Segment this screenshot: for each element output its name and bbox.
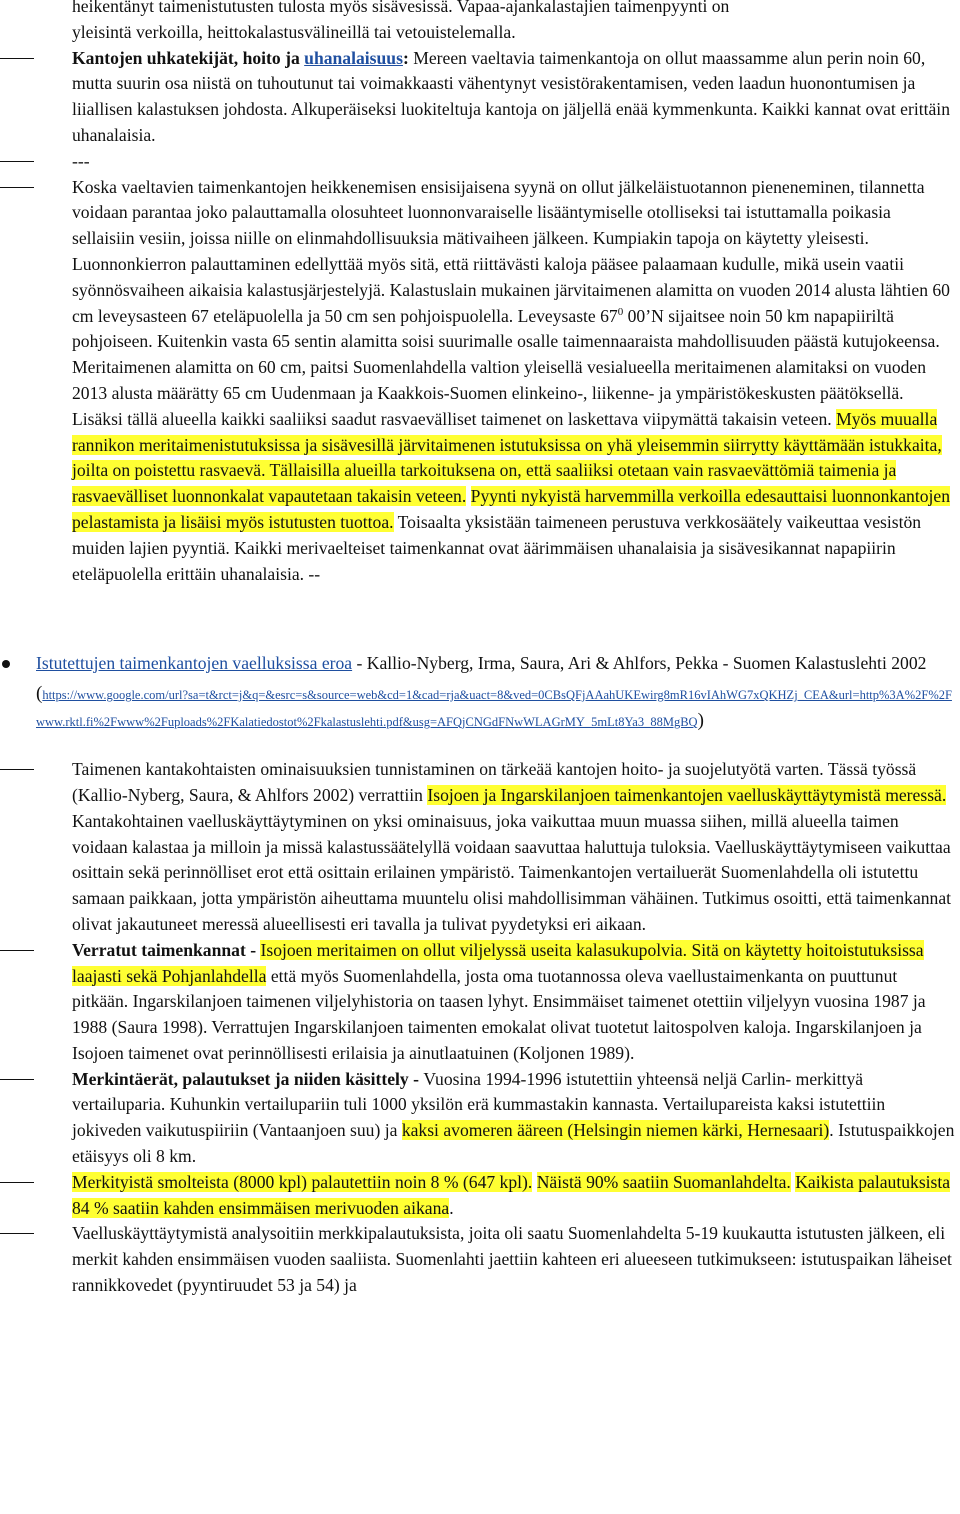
dash-bullet-icon [0, 769, 34, 770]
item-lead: Kantojen uhkatekijät, hoito ja [72, 47, 305, 68]
highlight-text: Isojoen ja Ingarskilanjoen taimenkantojen vaelluskäyttäytymistä meressä. [427, 784, 947, 805]
item-lead: Merkintäerät, palautukset ja niiden käsittely - [72, 1068, 424, 1089]
highlight-text: Merkityistä smolteista (8000 kpl) palautettiin noin 8 % (647 kpl). [72, 1171, 533, 1192]
list-item-verratut: Verratut taimenkannat - Isojoen meritaimen on ollut viljelyssä useita kalasukupolvia. Sitä on käytetty hoitoistutuksissa laajasti sekä Pohjanlahdella että myös Suomenlahdella, josta oma tuotannossa oleva vaellustaimenkanta on puuttunut pitkään. Ingarskilanjoen taimenen viljelyhistoria on taasen lyhyt. Ensimmäiset taimenet otettiin viljelyyn vuosina 1987 ja 1988 (Saura 1998). Verrattujen Ingarskilanjoen taimenten emokalat olivat tuotetut laitospolven kaloja. Ingarskilanjoen ja Isojoen taimenet ovat perinnöllisesti erilaisia ja ainutlaatuinen (Koljonen 1989). [0, 938, 960, 1067]
list-item-koska [0, 175, 960, 588]
item-colon: : [402, 47, 409, 68]
dash-bullet-icon [0, 1079, 34, 1080]
list-item-palautukset: Merkityistä smolteista (8000 kpl) palautettiin noin 8 % (647 kpl). Näistä 90% saatiin Suomanlahdelta. Kaikista palautuksista 84 % saatiin kahden ensimmäisen merivuoden aikana. [0, 1170, 960, 1222]
list-item-merkintaerat: Merkintäerät, palautukset ja niiden käsittely - Vuosina 1994-1996 istutettiin yhteensä neljä Carlin- merkittyä vertailuparia. Kuhunkin vertailupariin tuli 1000 yksilön erä kummastakin kannasta. Vertailupareista kaksi istutettiin jokiveden vaikutuspiiriin (Vantaanjoen suu) ja kaksi avomeren ääreen (Helsingin niemen kärki, Hernesaari). Istutuspaikkojen etäisyys oli 8 km. [0, 1067, 960, 1170]
list-item-tunnistaminen: Taimenen kantakohtaisten ominaisuuksien tunnistaminen on tärkeää kantojen hoito- ja suojelutyötä varten. Tässä työssä (Kallio-Nyberg, Saura, & Ahlfors 2002) verrattiin Isojoen ja Ingarskilanjoen taimenkantojen vaelluskäyttäytymistä meressä. Kantakohtainen vaelluskäyttäytyminen on yksi ominaisuus, joka vaikuttaa muun muassa siihen, millä alueella taimen voidaan kalastaa ja milloin ja missä kalastussäätelyllä voidaan saavuttaa haluttuja tuloksia. Vaelluskäyttäytymiseen vaikuttaa osittain sekä perinnölliset erot että osittain erilainen ympäristö. Taimenkantojen vertailuerät Suomenlahdella oli istutettu samaan paikkaan, jotta ympäristön aiheuttama muuntelu olisi mahdollisimman vähäinen. Tutkimus osoitti, että taimenkannat olivat jakautuneet meressä alueellisesti eri tavalla ja tulivat pyydetyksi eri aikaan. [0, 757, 960, 938]
list-item-separator [0, 149, 960, 175]
reference-entry [0, 651, 960, 735]
reference-authors: - Kallio-Nyberg, Irma, Saura, Ari & Ahlfors, Pekka - Suomen Kalastuslehti 2002 [352, 653, 927, 674]
dash-bullet-icon [0, 1233, 34, 1234]
article-link[interactable]: Istutettujen taimenkantojen vaelluksissa eroa [36, 653, 353, 674]
text-line: yleisintä verkoilla, heittokalastusvälineillä tai vetouistelemalla. [72, 21, 516, 42]
dash-bullet-icon [0, 950, 34, 951]
continued-paragraph [0, 0, 960, 46]
text-line: heikentänyt taimenistutusten tulosta myös sisävesissä. Vapaa-ajankalastajien taimenpyynti on [72, 0, 730, 16]
highlight-text: Pyynti nykyistä harvemmilla verkoilla edesauttaisi luonnonkantojen pelastamista ja lisäisi myös istutusten tuottoa. [72, 486, 950, 532]
reference-url-link[interactable]: https://www.google.com/url?sa=t&rct=j&q=&esrc=s&source=web&cd=1&cad=rja&uact=8&ved=0CBsQFjAAahUKEwirg8mR16vIAhWG7xQKHZj_CEA&url=http%3A%2F%2Fwww.rktl.fi%2Fwww%2Fuploads%2FKalatiedostot%2Fkalastuslehti.pdf&usg=AFQjCNGdFNwWLAGrMY_5mLt8Ya3_88MgBQ [36, 688, 952, 730]
highlight-text: Myös muualla rannikon meritaimenistutuksissa ja sisävesillä järvitaimenen istutuksissa on yhä yleisemmin siirrytty käyttämään istukkaita, joilta on poistettu rasvaevä. Tällaisilla alueilla tarkoituksena on, että saaliiksi otetaan vain rasvaevättömiä taimenia ja rasvaevälliset luonnonkalat vapautetaan takaisin veteen. [72, 408, 942, 507]
koska-text-2: 00’N sijaitsee noin 50 km napapiiriltä pohjoiseen. Kuitenkin vasta 65 sentin alamitta soisi suurimalle osalle taimennaaraista mahdollisuuden päästä kutujokeensa. Meritaimenen alamitta on 60 cm, paitsi Suomenlahdella valtion yleisellä vesialueella meritaimenen alamitaksi on vuoden 2013 alusta määrätty 65 cm Uudenmaan ja Kaakkois-Suomen elinkeino-, liikenne- ja ympäristökeskusten päätöksellä. Lisäksi tällä alueella kaikki saaliiksi saadut rasvaevälliset taimenet on laskettava viipymättä takaisin veteen. [72, 305, 940, 429]
highlight-text: Kaikista palautuksista 84 % saatiin kahden ensimmäisen merivuoden aikana [72, 1171, 951, 1218]
item-lead: Verratut taimenkannat - [72, 939, 261, 960]
dash-bullet-icon [0, 58, 34, 59]
highlight-text: Näistä 90% saatiin Suomanlahdelta. [536, 1171, 791, 1192]
reference-url-block: (https://www.google.com/url?sa=t&rct=j&q=&esrc=s&source=web&cd=1&cad=rja&uact=8&ved=0CBsQFjAAahUKEwirg8mR16vIAhWG7xQKHZj_CEA&url=http%3A%2F%2Fwww.rktl.fi%2Fwww%2Fuploads%2FKalatiedostot%2Fkalastuslehti.pdf&usg=AFQjCNGdFNwWLAGrMY_5mLt8Ya3_88MgBQ) [36, 683, 952, 732]
dash-bullet-icon [0, 1182, 34, 1183]
koska-text-1: Koska vaeltavien taimenkantojen heikkenemisen ensisijaisena syynä on ollut jälkeläistuotannon pieneneminen, tilannetta voidaan parantaa joko palauttamalla olosuhteet luonnonvaraiselle lisääntymiselle otolliseksi tai istuttamalla poikasia sellaisiin vesiin, joissa niille on elinmahdollisuuksia mätivaiheen jälkeen. Kumpiakin tapoja on käytetty yleisesti. Luonnonkierron palauttaminen edellyttää myös sitä, että riittävästi kaloja pääsee palaamaan kudulle, mikä usein vaatii syönnösvaiheen aikaisia kalastusjärjestelyjä. Kalastuslain mukainen järvitaimenen alamitta on vuoden 2014 alusta lähtien 60 cm leveysasteen 67 eteläpuolella ja 50 cm sen pohjoispuolella. Leveysaste 67 [72, 176, 950, 326]
list-item-vaelluskayttaytyminen: Vaelluskäyttäytymistä analysoitiin merkkipalautuksista, joita oli saatu Suomenlahdelta 5-19 kuukautta istutusten jälkeen, eli merkit kahden ensimmäisen vuoden saaliista. Suomenlahti jaettiin kahteen eri alueeseen tutkimukseen: istutuspaikan läheiset rannikkovedet (pyyntiruudet 53 ja 54) ja [0, 1221, 960, 1298]
dash-bullet-icon [0, 161, 34, 162]
koska-text-3: Toisaalta yksistään taimeneen perustuva verkkosäätely vaikeuttaa vesistön muiden lajien pyyntiä. Kaikki merivaelteiset taimenkannat ovat äärimmäisen uhanalaisia ja sisävesikannat napapiirin eteläpuolella erittäin uhanalaisia. -- [72, 511, 922, 584]
item-body: Mereen vaeltavia taimenkantoja on ollut maassamme alun perin noin 60, mutta suurin osa niistä on tuhoutunut tai voimakkaasti vähentynyt vesistörakentamisen, veden laadun huonontumisen ja liiallisen kalastuksen johdosta. Alkuperäiseksi luokiteltuja kantoja on jäljellä enää kymmenkunta. Kaikki kannat ovat erittäin uhanalaisia. [72, 47, 950, 145]
highlight-text: Isojoen meritaimen on ollut viljelyssä useita kalasukupolvia. Sitä on käytetty hoitoistutuksissa laajasti sekä Pohjanlahdella [72, 939, 924, 986]
bullet-icon [2, 660, 10, 668]
separator-text: --- [72, 150, 90, 171]
uhanalaisuus-link[interactable]: uhanalaisuus [304, 47, 403, 68]
dash-bullet-icon [0, 187, 34, 188]
list-item-kantojen [0, 46, 960, 149]
highlight-text: kaksi avomeren ääreen (Helsingin niemen kärki, Hernesaari) [401, 1120, 830, 1141]
degree-sup: 0 [617, 305, 624, 318]
